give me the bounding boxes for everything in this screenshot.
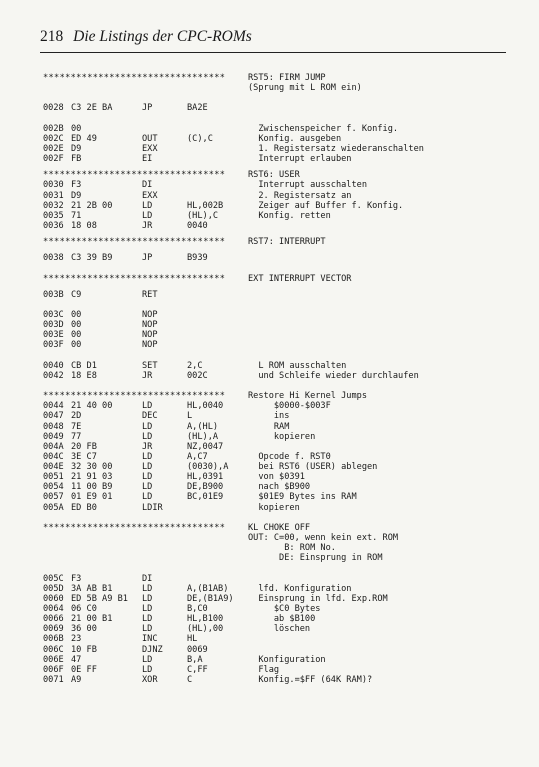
comment: von $0391 <box>248 472 305 483</box>
opcode-bytes: 3A AB B1 <box>71 583 113 594</box>
operand: A,(B1AB) <box>187 583 229 594</box>
comment: OUT: C=00, wenn kein ext. ROM <box>248 533 399 544</box>
mnemonic: DEC <box>142 411 158 422</box>
operand: DE,B900 <box>187 482 224 493</box>
mnemonic: LD <box>142 200 153 211</box>
opcode-bytes: 32 30 00 <box>71 462 113 473</box>
mnemonic: NOP <box>142 330 158 341</box>
opcode-bytes: C3 2E BA <box>71 103 113 114</box>
opcode-bytes: D9 <box>71 143 82 154</box>
address: 006F <box>43 664 64 675</box>
mnemonic: LD <box>142 462 153 473</box>
address: 005A <box>43 502 64 513</box>
address: 002B <box>43 123 64 134</box>
mnemonic: LD <box>142 614 153 625</box>
opcode-bytes: 00 <box>71 340 82 351</box>
comment: löschen <box>248 624 311 635</box>
mnemonic: LD <box>142 451 153 462</box>
address: 002C <box>43 133 64 144</box>
mnemonic: LD <box>142 624 153 635</box>
comment: L ROM ausschalten <box>248 360 347 371</box>
address: 004A <box>43 441 64 452</box>
address: 0069 <box>43 624 64 635</box>
operand: 002C <box>187 370 208 381</box>
operand: 0069 <box>187 644 208 655</box>
mnemonic: LD <box>142 472 153 483</box>
comment: 1. Registersatz wiederanschalten <box>248 143 424 154</box>
comment: ins <box>248 411 290 422</box>
mnemonic: JP <box>142 103 153 114</box>
operand: HL,0040 <box>187 401 224 412</box>
mnemonic: DI <box>142 180 153 191</box>
header-rule <box>40 52 506 53</box>
opcode-bytes: C3 39 B9 <box>71 253 113 264</box>
opcode-bytes: 23 <box>71 634 82 645</box>
opcode-bytes: 10 FB <box>71 644 97 655</box>
comment: EXT INTERRUPT VECTOR <box>248 273 352 284</box>
operand: B939 <box>187 253 208 264</box>
comment: Zeiger auf Buffer f. Konfig. <box>248 200 404 211</box>
opcode-bytes: CB D1 <box>71 360 97 371</box>
address: 0036 <box>43 220 64 231</box>
mnemonic: LD <box>142 482 153 493</box>
opcode-bytes: 00 <box>71 330 82 341</box>
operand: A,C7 <box>187 451 208 462</box>
operand: (HL),A <box>187 431 219 442</box>
address: 0032 <box>43 200 64 211</box>
comment: B: ROM No. <box>248 543 336 554</box>
address: 003D <box>43 320 64 331</box>
page-header <box>40 28 252 46</box>
mnemonic: NOP <box>142 320 158 331</box>
mnemonic: LDIR <box>142 502 163 513</box>
operand: HL,0391 <box>187 472 224 483</box>
comment: $0000-$003F <box>248 401 331 412</box>
mnemonic: EI <box>142 154 153 165</box>
comment: Interrupt erlauben <box>248 154 352 165</box>
mnemonic: LD <box>142 583 153 594</box>
opcode-bytes: 21 40 00 <box>71 401 113 412</box>
comment: DE: Einsprung in ROM <box>248 553 383 564</box>
opcode-bytes: 21 91 03 <box>71 472 113 483</box>
mnemonic: JR <box>142 220 153 231</box>
address: 0049 <box>43 431 64 442</box>
comment: RST7: INTERRUPT <box>248 237 326 248</box>
address: 0038 <box>43 253 64 264</box>
mnemonic: LD <box>142 593 153 604</box>
mnemonic: LD <box>142 210 153 221</box>
operand: 2,C <box>187 360 203 371</box>
operand: (C),C <box>187 133 213 144</box>
comment: Interrupt ausschalten <box>248 180 367 191</box>
comment: Opcode f. RST0 <box>248 451 331 462</box>
mnemonic: LD <box>142 654 153 665</box>
operand: BA2E <box>187 103 208 114</box>
operand: L <box>187 411 193 422</box>
address: 0064 <box>43 604 64 615</box>
opcode-bytes: ED 49 <box>71 133 97 144</box>
comment: Konfig. ausgeben <box>248 133 342 144</box>
operand: (0030),A <box>187 462 229 473</box>
address: 003F <box>43 340 64 351</box>
comment: Restore Hi Kernel Jumps <box>248 391 367 402</box>
address: 004E <box>43 462 64 473</box>
opcode-bytes: 20 FB <box>71 441 97 452</box>
address: 002E <box>43 143 64 154</box>
opcode-bytes: 01 E9 01 <box>71 492 113 503</box>
address: 003B <box>43 289 64 300</box>
separator-stars: ********************************* <box>43 73 226 83</box>
address: 004C <box>43 451 64 462</box>
comment: und Schleife wieder durchlaufen <box>248 370 419 381</box>
page-number: 218 <box>40 28 64 45</box>
opcode-bytes: 18 E8 <box>71 370 97 381</box>
address: 002F <box>43 154 64 165</box>
address: 0040 <box>43 360 64 371</box>
operand: NZ,0047 <box>187 441 224 452</box>
opcode-bytes: 21 00 B1 <box>71 614 113 625</box>
comment: $C0 Bytes <box>248 604 321 615</box>
address: 005D <box>43 583 64 594</box>
operand: BC,01E9 <box>187 492 224 503</box>
operand: DE,(B1A9) <box>187 593 234 604</box>
opcode-bytes: 71 <box>71 210 82 221</box>
comment: Konfig. retten <box>248 210 331 221</box>
address: 005C <box>43 573 64 584</box>
comment: Einsprung in lfd. Exp.ROM <box>248 593 388 604</box>
separator-stars: ********************************* <box>43 522 226 533</box>
comment: Konfig.=$FF (64K RAM)? <box>248 675 373 686</box>
comment: nach $B900 <box>248 482 311 493</box>
address: 006B <box>43 634 64 645</box>
operand: (HL),C <box>187 210 219 221</box>
separator-stars: ********************************* <box>43 391 226 402</box>
address: 0057 <box>43 492 64 503</box>
opcode-bytes: F3 <box>71 180 82 191</box>
operand: C <box>187 675 193 686</box>
separator-stars: ********************************* <box>43 237 226 248</box>
mnemonic: RET <box>142 289 158 300</box>
opcode-bytes: 3E C7 <box>71 451 97 462</box>
comment: KL CHOKE OFF <box>248 522 311 533</box>
opcode-bytes: 47 <box>71 654 82 665</box>
mnemonic: XOR <box>142 675 158 686</box>
mnemonic: NOP <box>142 340 158 351</box>
operand: A,(HL) <box>187 421 219 432</box>
mnemonic: LD <box>142 421 153 432</box>
operand: 0040 <box>187 220 208 231</box>
address: 0028 <box>43 103 64 114</box>
opcode-bytes: C9 <box>71 289 82 300</box>
address: 0054 <box>43 482 64 493</box>
opcode-bytes: 2D <box>71 411 82 422</box>
comment: $01E9 Bytes ins RAM <box>248 492 357 503</box>
opcode-bytes: ED B0 <box>71 502 97 513</box>
opcode-bytes: 77 <box>71 431 82 442</box>
comment: ab $B100 <box>248 614 316 625</box>
address: 0060 <box>43 593 64 604</box>
opcode-bytes: 00 <box>71 309 82 320</box>
mnemonic: DJNZ <box>142 644 163 655</box>
comment: bei RST6 (USER) ablegen <box>248 462 378 473</box>
opcode-bytes: 11 00 B9 <box>71 482 113 493</box>
operand: C,FF <box>187 664 208 675</box>
mnemonic: JR <box>142 441 153 452</box>
opcode-bytes: 00 <box>71 320 82 331</box>
comment: (Sprung mit L ROM ein) <box>248 83 362 94</box>
address: 0030 <box>43 180 64 191</box>
opcode-bytes: 18 08 <box>71 220 97 231</box>
mnemonic: JR <box>142 370 153 381</box>
mnemonic: LD <box>142 492 153 503</box>
comment: kopieren <box>248 431 316 442</box>
comment: lfd. Konfiguration <box>248 583 352 594</box>
comment: Zwischenspeicher f. Konfig. <box>248 123 399 134</box>
comment: RAM <box>248 421 290 432</box>
opcode-bytes: F3 <box>71 573 82 584</box>
operand: HL,B100 <box>187 614 224 625</box>
opcode-bytes: D9 <box>71 190 82 201</box>
opcode-bytes: 0E FF <box>71 664 97 675</box>
operand: B,A <box>187 654 203 665</box>
operand: (HL),00 <box>187 624 224 635</box>
comment: Flag <box>248 664 280 675</box>
address: 0048 <box>43 421 64 432</box>
address: 003C <box>43 309 64 320</box>
address: 0042 <box>43 370 64 381</box>
operand: HL <box>187 634 198 645</box>
mnemonic: OUT <box>142 133 158 144</box>
page-title: Die Listings der CPC-ROMs <box>73 28 252 45</box>
comment: RST6: USER <box>248 170 300 181</box>
operand: B,C0 <box>187 604 208 615</box>
address: 0066 <box>43 614 64 625</box>
address: 003E <box>43 330 64 341</box>
opcode-bytes: 7E <box>71 421 82 432</box>
mnemonic: INC <box>142 634 158 645</box>
opcode-bytes: 36 00 <box>71 624 97 635</box>
mnemonic: LD <box>142 604 153 615</box>
comment: kopieren <box>248 502 300 513</box>
mnemonic: DI <box>142 573 153 584</box>
opcode-bytes: FB <box>71 154 82 165</box>
comment: 2. Registersatz an <box>248 190 352 201</box>
mnemonic: EXX <box>142 143 158 154</box>
opcode-bytes: 00 <box>71 123 82 134</box>
address: 0044 <box>43 401 64 412</box>
address: 006E <box>43 654 64 665</box>
address: 0051 <box>43 472 64 483</box>
separator-stars: ********************************* <box>43 273 226 284</box>
comment: RST5: FIRM JUMP <box>248 73 326 83</box>
operand: HL,002B <box>187 200 224 211</box>
mnemonic: NOP <box>142 309 158 320</box>
mnemonic: SET <box>142 360 158 371</box>
mnemonic: JP <box>142 253 153 264</box>
mnemonic: EXX <box>142 190 158 201</box>
mnemonic: LD <box>142 431 153 442</box>
comment: Konfiguration <box>248 654 326 665</box>
opcode-bytes: A9 <box>71 675 82 686</box>
opcode-bytes: ED 5B A9 B1 <box>71 593 128 604</box>
opcode-bytes: 21 2B 00 <box>71 200 113 211</box>
address: 0047 <box>43 411 64 422</box>
address: 0035 <box>43 210 64 221</box>
opcode-bytes: 06 C0 <box>71 604 97 615</box>
address: 0031 <box>43 190 64 201</box>
address: 0071 <box>43 675 64 686</box>
separator-stars: ********************************* <box>43 170 226 181</box>
mnemonic: LD <box>142 401 153 412</box>
mnemonic: LD <box>142 664 153 675</box>
address: 006C <box>43 644 64 655</box>
